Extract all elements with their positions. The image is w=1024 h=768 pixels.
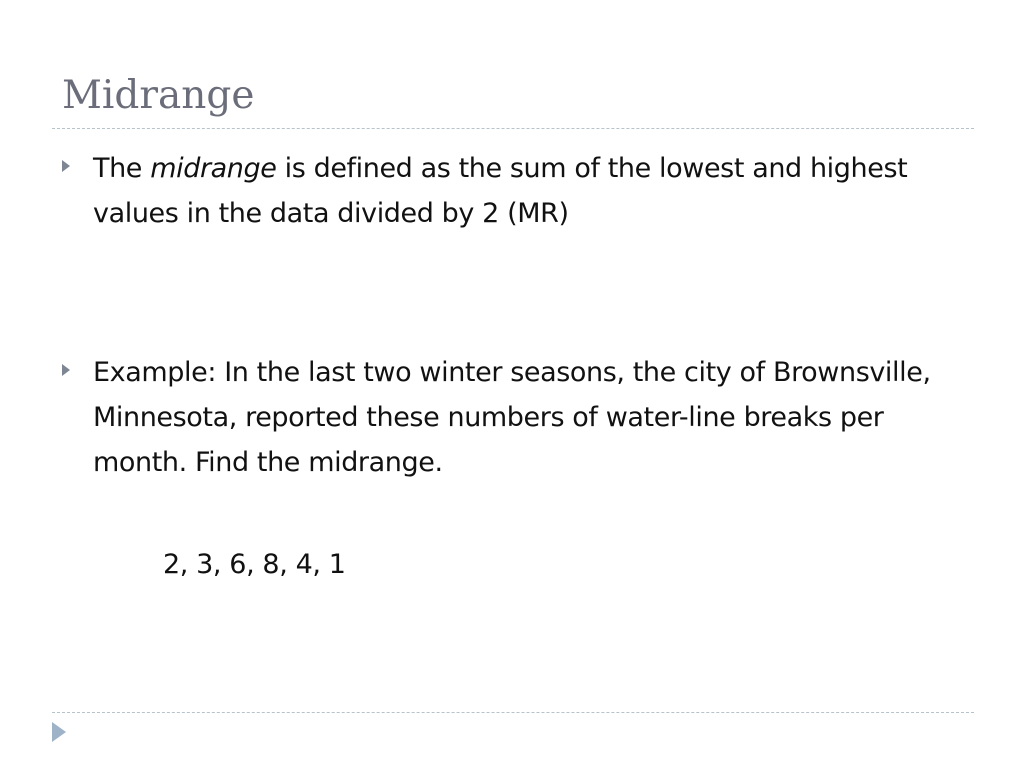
midrange-term: midrange bbox=[150, 153, 277, 184]
slide-title: Midrange bbox=[62, 73, 255, 118]
bullet-triangle-icon bbox=[62, 364, 70, 376]
bullet-definition-prefix: The bbox=[93, 153, 151, 184]
bullet-example-text: Example: In the last two winter seasons, the city of Brownsville, Minnesota, reported these numbers of water-line breaks per month. Find the midrange. bbox=[93, 357, 931, 478]
bullet-definition-text bbox=[93, 146, 968, 236]
title-divider bbox=[52, 128, 974, 129]
bullet-definition-body: is defined as the sum of the lowest and highest values in the data divided by 2 (MR) bbox=[93, 153, 908, 229]
data-values: 2, 3, 6, 8, 4, 1 bbox=[163, 549, 346, 580]
bullet-triangle-icon bbox=[62, 160, 70, 172]
next-slide-triangle-icon[interactable] bbox=[52, 722, 66, 742]
footer-divider bbox=[52, 712, 974, 713]
